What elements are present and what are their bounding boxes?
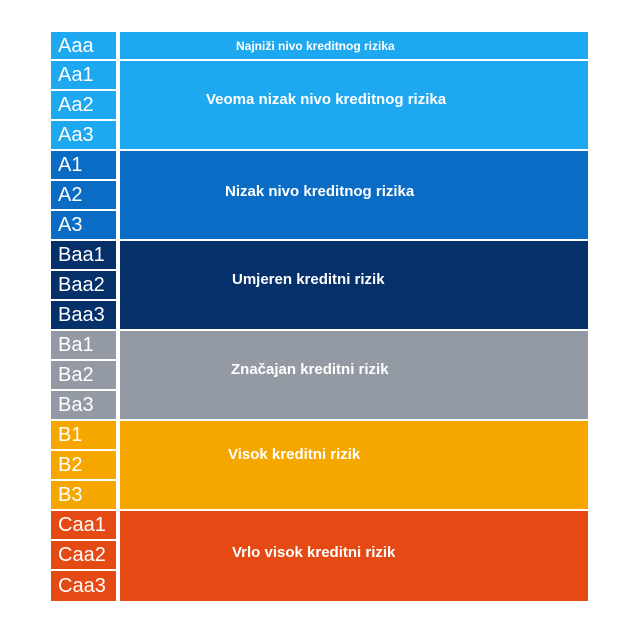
- rating-code: A3: [51, 211, 116, 241]
- risk-band: [118, 511, 588, 601]
- rating-code: Caa1: [51, 511, 116, 541]
- risk-band: [118, 241, 588, 331]
- rating-code: Caa2: [51, 541, 116, 571]
- rating-code: B3: [51, 481, 116, 511]
- rating-codes: [51, 32, 116, 61]
- risk-band-label: Nizak nivo kreditnog rizika: [225, 183, 415, 200]
- rating-code: A1: [51, 151, 116, 181]
- risk-band: [118, 32, 588, 61]
- rating-group-aaa: [51, 32, 588, 61]
- risk-band: [118, 61, 588, 151]
- rating-code: Caa3: [51, 571, 116, 601]
- rating-code: Baa1: [51, 241, 116, 271]
- risk-band: [118, 331, 588, 421]
- risk-band-label: Visok kreditni rizik: [228, 446, 361, 463]
- risk-band: [118, 151, 588, 241]
- risk-band-label: Najniži nivo kreditnog rizika: [236, 39, 395, 53]
- rating-code: Baa3: [51, 301, 116, 331]
- risk-band: [118, 421, 588, 511]
- rating-code: B1: [51, 421, 116, 451]
- rating-group-aa: [51, 61, 588, 151]
- rating-codes: [51, 151, 116, 241]
- rating-code: Aa2: [51, 91, 116, 121]
- rating-codes: [51, 511, 116, 601]
- risk-band-label: Značajan kreditni rizik: [231, 361, 389, 378]
- risk-band-label: Vrlo visok kreditni rizik: [232, 544, 396, 561]
- rating-group-baa: [51, 241, 588, 331]
- rating-group-ba: [51, 331, 588, 421]
- risk-band-label: Veoma nizak nivo kreditnog rizika: [206, 91, 447, 108]
- rating-code: Ba3: [51, 391, 116, 421]
- rating-group-caa: [51, 511, 588, 601]
- rating-code: Baa2: [51, 271, 116, 301]
- rating-codes: [51, 331, 116, 421]
- rating-codes: [51, 421, 116, 511]
- rating-group-b: [51, 421, 588, 511]
- rating-code: Aa1: [51, 61, 116, 91]
- rating-code: A2: [51, 181, 116, 211]
- rating-code: Aaa: [51, 32, 116, 61]
- rating-code: Ba2: [51, 361, 116, 391]
- rating-scale: [49, 32, 588, 601]
- rating-codes: [51, 241, 116, 331]
- risk-band-label: Umjeren kreditni rizik: [232, 271, 385, 288]
- rating-code: Ba1: [51, 331, 116, 361]
- rating-code: Aa3: [51, 121, 116, 151]
- rating-codes: [51, 61, 116, 151]
- rating-group-a: [51, 151, 588, 241]
- rating-code: B2: [51, 451, 116, 481]
